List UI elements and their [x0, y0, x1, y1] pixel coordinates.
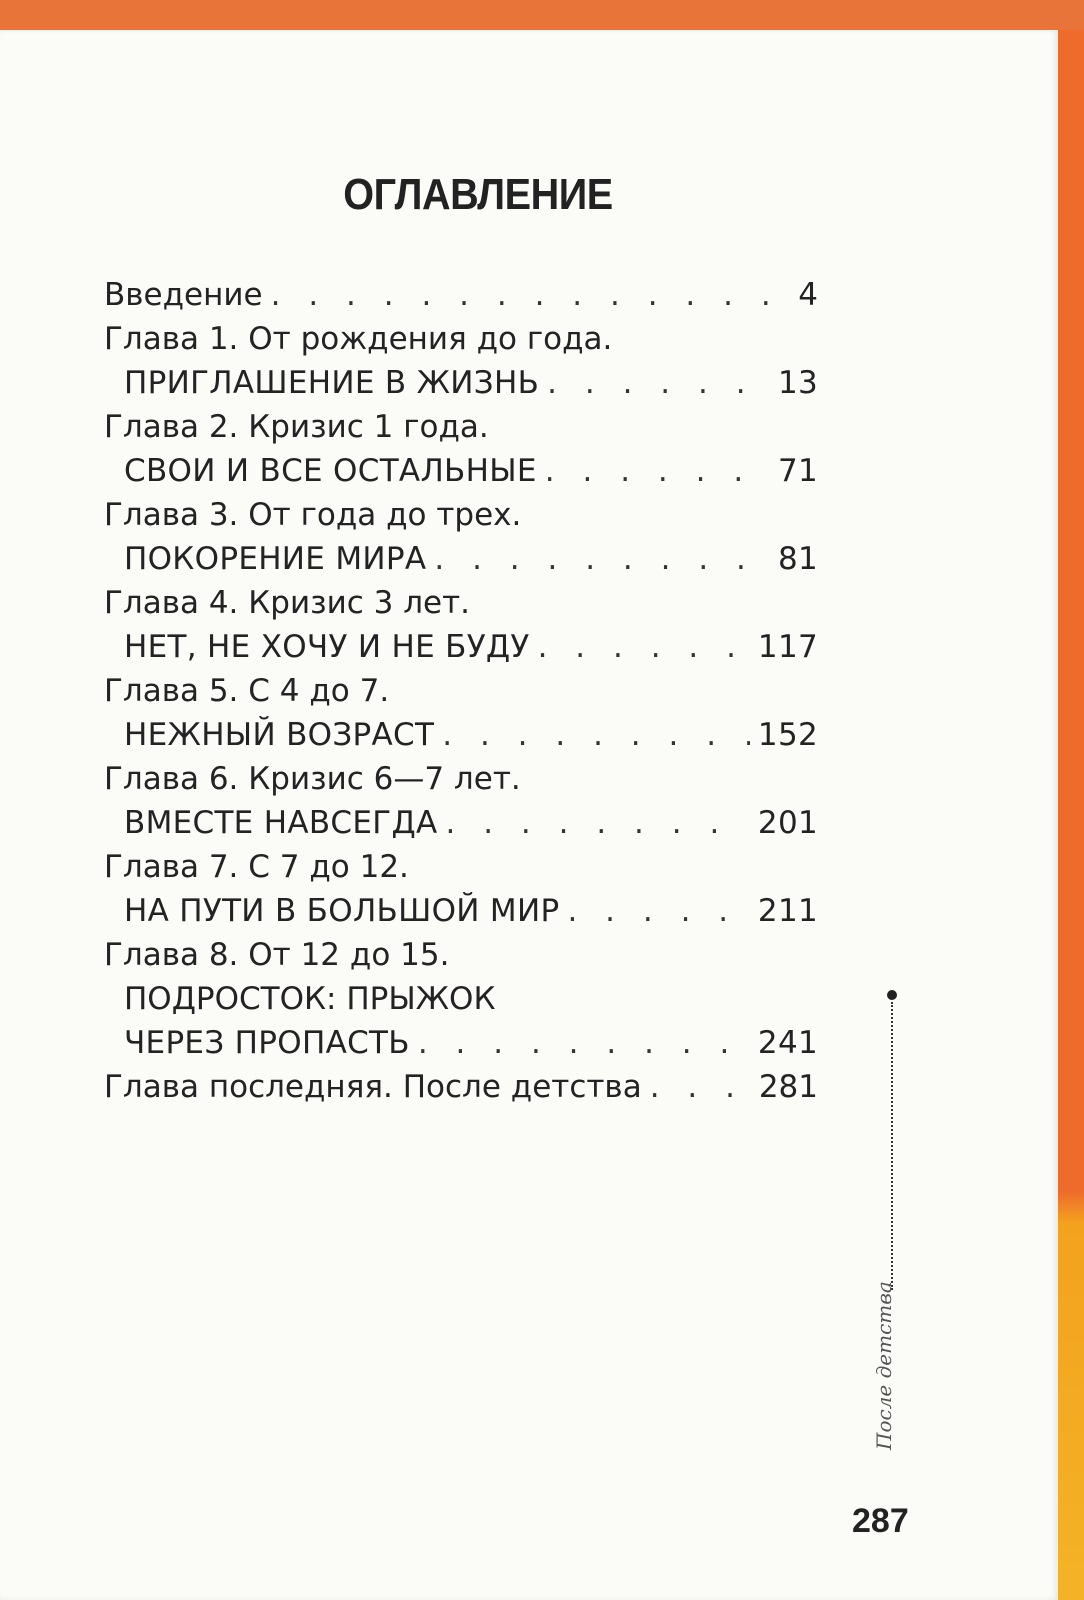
- toc-entry-text: НЕЖНЫЙ ВОЗРАСТ: [124, 717, 435, 753]
- leader-dots: [545, 449, 770, 493]
- dotted-line-marker: [885, 990, 899, 1290]
- toc-entry-page: 4: [798, 277, 818, 313]
- marker-dot-icon: [887, 990, 897, 1000]
- toc-entry-text: Глава 6. Кризис 6—7 лет.: [104, 761, 521, 797]
- toc-entry-text: ЧЕРЕЗ ПРОПАСТЬ: [124, 1025, 410, 1061]
- toc-entry-text: НЕТ, НЕ ХОЧУ И НЕ БУДУ: [124, 629, 530, 665]
- marker-dotted-line: [891, 1002, 893, 1290]
- toc-entry-text: Глава 8. От 12 до 15.: [104, 937, 450, 973]
- toc-chapter-1-title: [104, 361, 818, 405]
- page-number: 287: [852, 1502, 909, 1540]
- toc-entry-intro: [104, 273, 818, 317]
- toc-chapter-8-heading: [104, 933, 818, 977]
- toc-entry-page: 13: [777, 365, 818, 401]
- toc-entry-text: НА ПУТИ В БОЛЬШОЙ МИР: [124, 893, 560, 929]
- leader-dots: [547, 361, 770, 405]
- toc-entry-text: Глава 5. С 4 до 7.: [104, 673, 390, 709]
- toc-entry-page: 117: [757, 629, 818, 665]
- toc-entry-text: Глава 7. С 7 до 12.: [104, 849, 409, 885]
- toc-entry-page: 201: [757, 805, 818, 841]
- leader-dots: [271, 273, 791, 317]
- leader-dots: [538, 625, 750, 669]
- toc-entry-page: 81: [777, 541, 818, 577]
- toc-chapter-5-heading: [104, 669, 818, 713]
- toc-chapter-2-heading: [104, 405, 818, 449]
- toc-chapter-4-heading: [104, 581, 818, 625]
- toc-entry-text: Глава 1. От рождения до года.: [104, 321, 613, 357]
- page-title: ОГЛАВЛЕНИЕ: [343, 170, 613, 219]
- toc-chapter-1-heading: [104, 317, 818, 361]
- toc-entry-text: Глава 3. От года до трех.: [104, 497, 522, 533]
- toc-entry-text: ПРИГЛАШЕНИЕ В ЖИЗНЬ: [124, 365, 540, 401]
- toc-entry-text: Глава последняя. После детства: [104, 1069, 642, 1105]
- toc-entry-text: ВМЕСТЕ НАВСЕГДА: [124, 805, 438, 841]
- leader-dots: [442, 713, 750, 757]
- book-spine-edge: [1058, 30, 1084, 1600]
- toc-chapter-3-heading: [104, 493, 818, 537]
- toc-chapter-7-heading: [104, 845, 818, 889]
- toc-chapter-8-title-line-1: [104, 977, 818, 1021]
- toc-entry-text: Введение: [104, 277, 263, 313]
- toc-entry-text: ПОКОРЕНИЕ МИРА: [124, 541, 427, 577]
- leader-dots: [567, 889, 749, 933]
- toc-entry-page: 281: [758, 1069, 818, 1105]
- toc-entry-text: ПОДРОСТОК: ПРЫЖОК: [124, 981, 496, 1017]
- toc-chapter-8-title-line-2: [104, 1021, 818, 1065]
- toc-chapter-4-title: [104, 625, 818, 669]
- toc-chapter-3-title: [104, 537, 818, 581]
- leader-dots: [434, 537, 770, 581]
- toc-entry-page: 152: [757, 717, 818, 753]
- toc-chapter-7-title: [104, 889, 818, 933]
- toc-entry-page: 211: [757, 893, 818, 929]
- toc-chapter-6-heading: [104, 757, 818, 801]
- table-of-contents: [104, 273, 818, 1109]
- toc-entry-text: СВОИ И ВСЕ ОСТАЛЬНЫЕ: [124, 453, 537, 489]
- toc-entry-last-chapter: [104, 1065, 818, 1109]
- toc-chapter-5-title: [104, 713, 818, 757]
- toc-entry-page: 241: [757, 1025, 818, 1061]
- toc-chapter-6-title: [104, 801, 818, 845]
- toc-entry-text: Глава 4. Кризис 3 лет.: [104, 585, 471, 621]
- book-page: [0, 30, 1058, 1600]
- toc-chapter-2-title: [104, 449, 818, 493]
- leader-dots: [418, 1021, 750, 1065]
- running-title: После детства: [872, 1281, 896, 1450]
- toc-entry-page: 71: [777, 453, 818, 489]
- leader-dots: [650, 1065, 751, 1109]
- toc-entry-text: Глава 2. Кризис 1 года.: [104, 409, 489, 445]
- leader-dots: [445, 801, 749, 845]
